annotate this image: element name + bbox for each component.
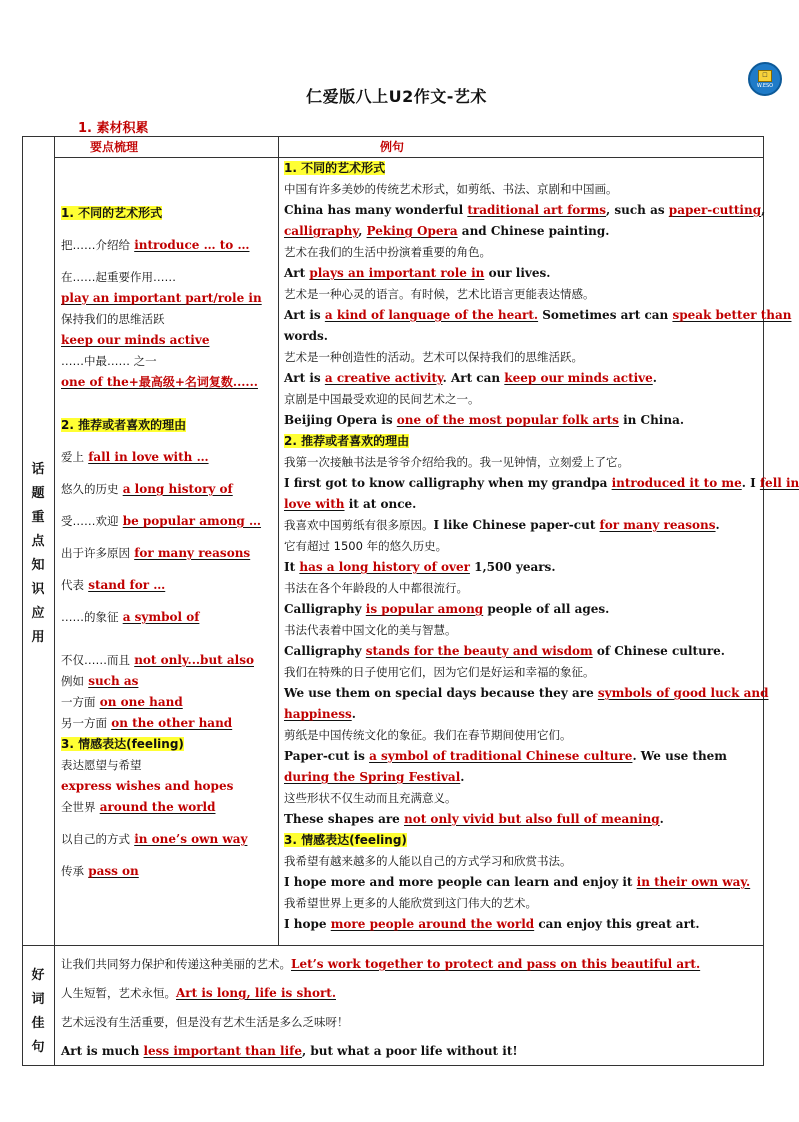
example-en: Calligraphy stands for the beauty and wisdom of Chinese culture. <box>284 644 725 658</box>
left-phrase-answer: introduce … to … <box>134 238 250 252</box>
example-cn: 剪纸是中国传统文化的象征。我们在春节期间使用它们。 <box>284 728 572 742</box>
left-phrase-answer: a long history of <box>122 482 233 496</box>
example-en: We use them on special days because they are symbols of good luck and <box>284 686 769 700</box>
left-phrase-cn: 全世界 <box>61 800 96 814</box>
points-column <box>61 203 273 882</box>
example-en: Beijing Opera is one of the most popular folk arts in China. <box>284 413 685 427</box>
example-en: Art is a creative activity. Art can keep our minds active. <box>284 371 657 385</box>
left-phrase-cn: 爱上 <box>61 450 84 464</box>
right-heading-1: 1. 不同的艺术形式 <box>284 161 386 175</box>
example-en: I hope more and more people can learn and enjoy it in their own way. <box>284 875 751 889</box>
example-en: Calligraphy is popular among people of all ages. <box>284 602 610 616</box>
left-phrase-answer: one of the+最高级+名词复数...... <box>61 375 258 389</box>
left-phrase-answer: in one’s own way <box>134 832 248 846</box>
page-title: 仁爱版八上U2作文-艺术 <box>306 87 487 106</box>
left-phrase-answer: play an important part/role in <box>61 291 262 305</box>
example-cn: 我希望世界上更多的人能欣赏到这门伟大的艺术。 <box>284 896 537 910</box>
row-label-topic: 话题重点知识应用 <box>31 462 45 645</box>
example-cn: 这些形状不仅生动而且充满意义。 <box>284 791 457 805</box>
example-en: It has a long history of over 1,500 years. <box>284 560 556 574</box>
examples-column <box>284 158 799 935</box>
example-en: These shapes are not only vivid but also full of meaning. <box>284 812 664 826</box>
left-phrase-answer: fall in love with … <box>88 450 209 464</box>
left-phrase-cn: ……的象征 <box>61 610 119 624</box>
example-en: happiness. <box>284 707 356 721</box>
left-phrase-cn: 受……欢迎 <box>61 514 119 528</box>
logo-text: W.ESO <box>756 82 774 89</box>
left-phrase-answer: express wishes and hopes <box>61 779 234 793</box>
example-en: Art is a kind of language of the heart. Sometimes art can speak better than <box>284 308 792 322</box>
example-cn: 它有超过 1500 年的悠久历史。 <box>284 539 448 553</box>
left-phrase-cn: 传承 <box>61 864 84 878</box>
left-phrase-cn: ……中最…… 之一 <box>61 354 157 368</box>
example-en: Art plays an important role in our lives. <box>284 266 551 280</box>
section-heading: 1. 素材积累 <box>78 121 149 136</box>
right-heading-3: 3. 情感表达(feeling) <box>284 833 407 847</box>
label-column-divider <box>54 137 55 1065</box>
example-en: Paper-cut is a symbol of traditional Chinese culture. We use them <box>284 749 727 763</box>
left-phrase-answer: pass on <box>88 864 139 878</box>
left-phrase-answer: keep our minds active <box>61 333 210 347</box>
col-header-points: 要点梳理 <box>90 140 139 154</box>
left-phrase-answer: be popular among … <box>122 514 262 528</box>
left-phrase-answer: such as <box>88 674 139 688</box>
left-phrase-cn: 代表 <box>61 578 84 592</box>
left-phrase-cn: 把……介绍给 <box>61 238 130 252</box>
left-phrase-answer: not only...but also <box>134 653 254 667</box>
col-header-examples: 例句 <box>380 140 405 154</box>
left-phrase-answer: on the other hand <box>111 716 233 730</box>
left-phrase-answer: a symbol of <box>122 610 200 624</box>
phrase-line: 让我们共同努力保护和传递这种美丽的艺术。Let’s work together to protect and pass on this beautiful art. <box>61 957 701 971</box>
example-cn: 我第一次接触书法是爷爷介绍给我的。我一见钟情，立刻爱上了它。 <box>284 455 629 469</box>
left-phrase-cn: 出于许多原因 <box>61 546 130 560</box>
example-en: during the Spring Festival. <box>284 770 465 784</box>
left-phrase-answer: around the world <box>99 800 216 814</box>
bottom-row-divider <box>23 945 763 946</box>
left-phrase-cn: 不仅……而且 <box>61 653 130 667</box>
left-heading-1: 1. 不同的艺术形式 <box>61 206 163 220</box>
left-heading-3: 3. 情感表达(feeling) <box>61 737 184 751</box>
phrase-line: 人生短暂，艺术永恒。Art is long, life is short. <box>61 986 336 1000</box>
row-label-phrases: 好词佳句 <box>31 968 45 1055</box>
middle-column-divider <box>278 137 279 945</box>
example-cn: 中国有许多美妙的传统艺术形式，如剪纸、书法、京剧和中国画。 <box>284 182 618 196</box>
example-cn: 艺术是一种心灵的语言。有时候，艺术比语言更能表达情感。 <box>284 287 595 301</box>
example-cn: 我希望有越来越多的人能以自己的方式学习和欣赏书法。 <box>284 854 572 868</box>
left-phrase-answer: stand for … <box>88 578 166 592</box>
left-phrase-cn: 一方面 <box>61 695 96 709</box>
example-cn: 京剧是中国最受欢迎的民间艺术之一。 <box>284 392 480 406</box>
example-en: I first got to know calligraphy when my grandpa introduced it to me. I fell in <box>284 476 799 490</box>
example-en: 我喜欢中国剪纸有很多原因。I like Chinese paper-cut for many reasons. <box>284 518 720 532</box>
left-phrase-cn: 表达愿望与希望 <box>61 758 142 772</box>
example-cn: 书法代表着中国文化的美与智慧。 <box>284 623 457 637</box>
left-phrase-cn: 另一方面 <box>61 716 107 730</box>
left-phrase-cn: 在……起重要作用…… <box>61 270 176 284</box>
logo-mark-icon: ☐ <box>758 70 772 82</box>
right-heading-2: 2. 推荐或者喜欢的理由 <box>284 434 410 448</box>
example-en: words. <box>284 329 328 343</box>
left-phrase-cn: 保持我们的思维活跃 <box>61 312 165 326</box>
left-phrase-cn: 悠久的历史 <box>61 482 119 496</box>
left-phrase-answer: for many reasons <box>134 546 251 560</box>
example-cn: 艺术在我们的生活中扮演着重要的角色。 <box>284 245 491 259</box>
example-en: I hope more people around the world can enjoy this great art. <box>284 917 700 931</box>
phrase-line: 艺术远没有生活重要，但是没有艺术生活是多么乏味呀！ <box>61 1015 349 1029</box>
phrases-section <box>61 950 761 1066</box>
example-en: calligraphy, Peking Opera and Chinese painting. <box>284 224 610 238</box>
left-phrase-cn: 以自己的方式 <box>61 832 130 846</box>
phrase-line: Art is much less important than life, but what a poor life without it! <box>61 1044 518 1058</box>
example-en: love with it at once. <box>284 497 417 511</box>
left-phrase-answer: on one hand <box>99 695 183 709</box>
example-cn: 书法在各个年龄段的人中都很流行。 <box>284 581 468 595</box>
left-phrase-cn: 例如 <box>61 674 84 688</box>
example-cn: 艺术是一种创造性的活动。艺术可以保持我们的思维活跃。 <box>284 350 583 364</box>
example-cn: 我们在特殊的日子使用它们，因为它们是好运和幸福的象征。 <box>284 665 595 679</box>
example-en: China has many wonderful traditional art forms, such as paper-cutting, <box>284 203 766 217</box>
left-heading-2: 2. 推荐或者喜欢的理由 <box>61 418 187 432</box>
